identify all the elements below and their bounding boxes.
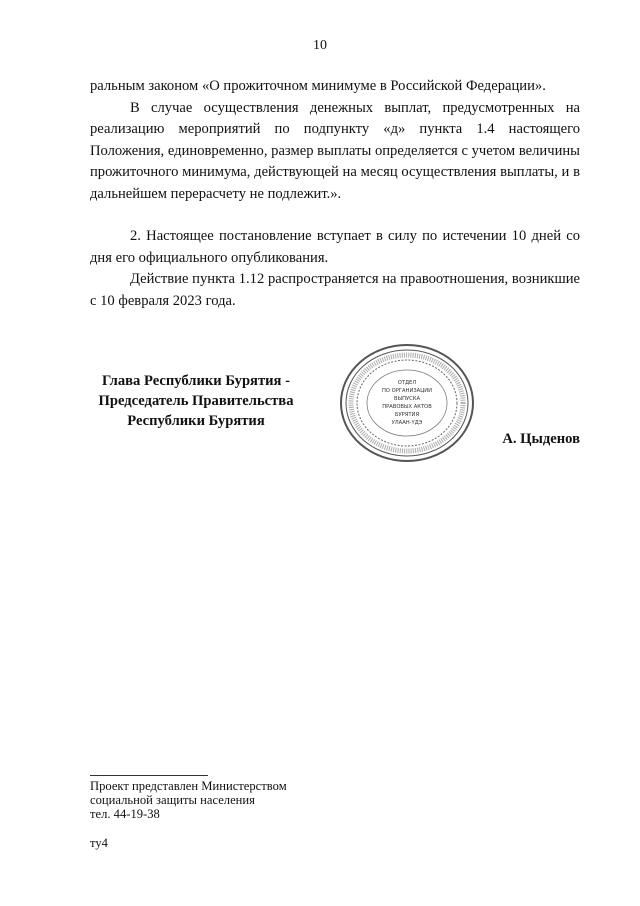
seal-line: ПО ОРГАНИЗАЦИИ: [381, 388, 433, 394]
document-code: ту4: [90, 836, 108, 850]
paragraph-applicability: Действие пункта 1.12 распространяется на правоотношения, возникшие с 10 февраля 2023 года.: [90, 271, 580, 309]
official-seal: [338, 342, 476, 464]
seal-line: БУРЯТИЯ: [394, 412, 420, 418]
seal-line: ОТДЕЛ: [397, 380, 417, 386]
paragraph-payment: В случае осуществления денежных выплат, предусмотренных на реализацию мероприятий по подпункту «д» пункта 1.4 настоящего Положения, единовременно, размер выплаты определяется с учетом величины прожиточного минимума, действующей на месяц осуществления выплаты, и в дальнейшем перерасчету не подлежит.».: [90, 99, 580, 202]
footer-line: тел. 44-19-38: [90, 807, 160, 821]
signatory-title: [90, 371, 302, 431]
footer-line: социальной защиты населения: [90, 793, 255, 807]
signatory-title-line: Республики Бурятия: [127, 413, 265, 429]
paragraph-continuation: ральным законом «О прожиточном минимуме в Российской Федерации».: [90, 78, 546, 94]
footer-note: [90, 775, 287, 821]
seal-line: УЛААН-ҮДЭ: [391, 420, 423, 426]
signatory-title-line: Глава Республики Бурятия -: [102, 373, 290, 389]
signatory-name: А. Цыденов: [502, 431, 580, 447]
signatory-title-line: Председатель Правительства: [98, 393, 294, 409]
footer-divider: [90, 775, 208, 776]
page-number: 10: [313, 38, 327, 53]
seal-line: ПРАВОВЫХ АКТОВ: [382, 404, 432, 410]
footer-line: Проект представлен Министерством: [90, 779, 287, 793]
document-body: [90, 76, 580, 312]
paragraph-entry-into-force: 2. Настоящее постановление вступает в силу по истечении 10 дней со дня его официального опубликования.: [90, 228, 580, 266]
seal-line: ВЫПУСКА: [393, 396, 421, 402]
